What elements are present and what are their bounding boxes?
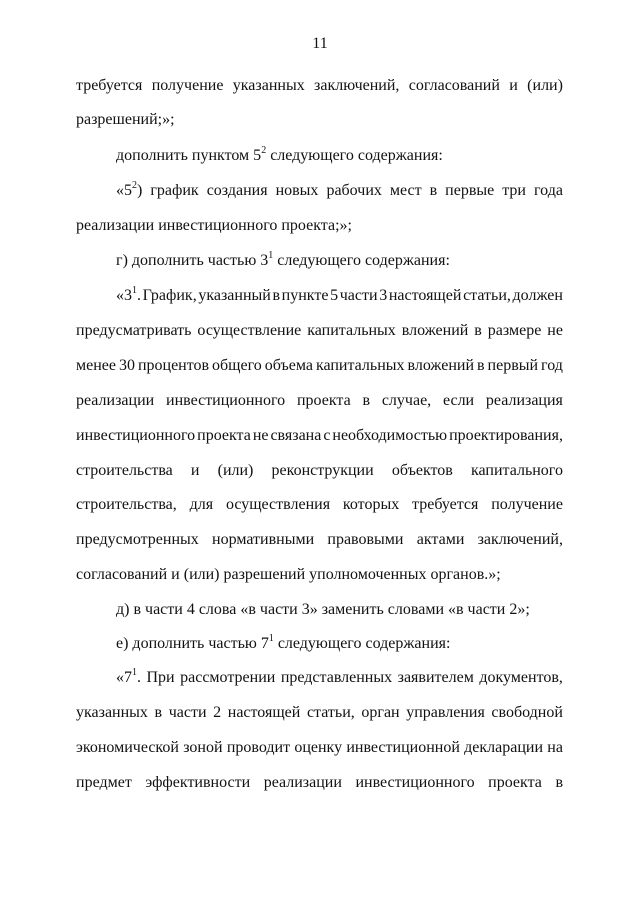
word: график [150, 182, 199, 199]
word: в [477, 357, 485, 374]
word: реализация [485, 392, 563, 409]
word: предмет [76, 774, 132, 791]
word: заключений, [477, 531, 563, 548]
word: мест [389, 182, 422, 199]
text-segment: следующего содержания: [273, 252, 450, 269]
word: размере [487, 322, 542, 339]
word: правовыми [327, 531, 404, 548]
word: три [502, 182, 526, 199]
justified-line-content [76, 391, 563, 411]
word: новых [275, 182, 319, 199]
text-line [116, 181, 563, 201]
justified-line-content [76, 738, 563, 758]
text-line [76, 565, 501, 585]
word: для [189, 496, 214, 513]
text-line [76, 426, 563, 446]
text-line [76, 216, 352, 236]
word: не [252, 427, 269, 444]
text-segment: реализации инвестиционного проекта;»; [76, 217, 352, 234]
justified-line-content [116, 668, 563, 688]
justified-line-content [116, 286, 563, 306]
word: связана [270, 427, 322, 444]
text-segment: следующего содержания: [266, 147, 443, 164]
text-line [76, 495, 563, 515]
word: нормативными [212, 531, 315, 548]
word: случае, [381, 392, 432, 409]
text-line [116, 286, 563, 306]
word: оценку [294, 739, 343, 756]
word: предусмотренных [76, 531, 199, 548]
text-segment: дополнить пунктом 5 [116, 147, 262, 164]
word: с [323, 427, 331, 444]
word: настоящей [388, 287, 462, 304]
word: указанный [198, 287, 271, 304]
word: которых [342, 496, 400, 513]
text-line [76, 110, 175, 130]
superscript: 1 [268, 632, 274, 644]
word: реализации [76, 392, 155, 409]
word: согласований [408, 77, 500, 94]
superscript: 1 [132, 284, 137, 296]
word: не [547, 322, 563, 339]
word: капитального [470, 462, 563, 479]
text-line [76, 461, 563, 481]
word: год [541, 357, 563, 374]
word: статьи, [306, 704, 355, 721]
text-segment: г) дополнить частью 3 [116, 252, 269, 269]
word: При [146, 669, 175, 686]
text-line [76, 773, 563, 793]
word: проекта [296, 392, 351, 409]
word: осуществление [197, 322, 302, 339]
word: проводит [226, 739, 291, 756]
text-line [76, 530, 563, 550]
word: заявителем [397, 669, 474, 686]
justified-line-content [76, 495, 563, 515]
word: должен [512, 287, 563, 304]
justified-line-content [76, 356, 563, 376]
word: актами [416, 531, 465, 548]
word: процентов [137, 357, 210, 374]
justified-line-content [76, 321, 563, 341]
word: в [474, 322, 482, 339]
word: первые [445, 182, 495, 199]
superscript: 2 [261, 144, 267, 156]
text-line [116, 634, 450, 654]
justified-line-content [76, 426, 563, 446]
word: части [339, 287, 378, 304]
word: в [555, 774, 563, 791]
word: экономической [76, 739, 179, 756]
word: в [272, 287, 281, 304]
word: 5 [330, 287, 339, 304]
text-segment: д) в части 4 слова «в части 3» заменить словами «в части 2»; [116, 601, 530, 618]
text-line [116, 600, 530, 620]
word: статьи, [463, 287, 511, 304]
word: (или) [527, 77, 563, 94]
word: требуется [76, 77, 143, 94]
word: осуществления [225, 496, 331, 513]
word: декларации [464, 739, 544, 756]
page-number: 11 [312, 35, 328, 52]
justified-line-content [76, 530, 563, 550]
text-line [76, 76, 563, 96]
word: зоной [183, 739, 223, 756]
text-segment: е) дополнить частью 7 [116, 635, 269, 652]
word: «$7^1$. [116, 666, 141, 686]
word: (или) [217, 462, 254, 479]
word: вложений [401, 322, 469, 339]
word: вложений [407, 357, 475, 374]
word: График, [142, 287, 197, 304]
word: если [442, 392, 475, 409]
text-line [116, 146, 443, 166]
word: инвестиционного [355, 774, 475, 791]
word: «$3^1$. [116, 284, 141, 304]
word: указанных [232, 77, 305, 94]
word: общего [212, 357, 262, 374]
word: требуется [412, 496, 479, 513]
word: проекта [197, 427, 251, 444]
text-segment: разрешений;»; [76, 111, 175, 128]
text-line [76, 738, 563, 758]
word: предусматривать [76, 322, 192, 339]
word: рабочих [326, 182, 382, 199]
word: первый [487, 357, 539, 374]
text-line [76, 391, 563, 411]
word: объема [264, 357, 313, 374]
word: капитальных [315, 357, 405, 374]
word: необходимостью [332, 427, 448, 444]
word: проектирования, [449, 427, 563, 444]
word: инвестиционной [346, 739, 460, 756]
word: года [533, 182, 563, 199]
justified-line-content [76, 76, 563, 96]
word: настоящей [227, 704, 301, 721]
word: 2 [213, 704, 222, 721]
justified-line-content [76, 703, 563, 723]
word: документов, [479, 669, 563, 686]
word: части [168, 704, 207, 721]
word: строительства, [76, 496, 177, 513]
word: объектов [391, 462, 453, 479]
superscript: 1 [132, 666, 137, 678]
word: строительства [76, 462, 173, 479]
word: реализации [263, 774, 342, 791]
word: на [547, 739, 563, 756]
word: получение [151, 77, 224, 94]
word: орган [361, 704, 400, 721]
superscript: 2 [132, 179, 137, 191]
word: создания [206, 182, 268, 199]
text-segment: согласований и (или) разрешений уполномоченных органов.»; [76, 566, 501, 583]
text-line [76, 703, 563, 723]
justified-line-content [76, 461, 563, 481]
justified-line-content [76, 773, 563, 793]
word: «$5^2$) [116, 179, 143, 199]
text-line [116, 251, 450, 271]
word: менее [76, 357, 116, 374]
word: и [190, 462, 200, 479]
text-segment: следующего содержания: [273, 635, 451, 652]
word: 30 [118, 357, 135, 374]
text-line [76, 321, 563, 341]
word: свободной [491, 704, 563, 721]
superscript: 1 [268, 249, 274, 261]
word: 3 [379, 287, 388, 304]
word: представленных [280, 669, 393, 686]
word: заключений, [314, 77, 400, 94]
word: в [362, 392, 371, 409]
word: получение [491, 496, 563, 513]
word: инвестиционного [76, 427, 196, 444]
word: инвестиционного [166, 392, 286, 409]
justified-line-content [116, 181, 563, 201]
text-line [116, 668, 563, 688]
word: пункте [281, 287, 329, 304]
word: указанных [76, 704, 148, 721]
word: в [154, 704, 163, 721]
word: проекта [488, 774, 542, 791]
text-line [76, 356, 563, 376]
word: и [509, 77, 518, 94]
word: рассмотрении [180, 669, 276, 686]
word: реконструкции [271, 462, 374, 479]
word: управления [406, 704, 485, 721]
word: капитальных [307, 322, 396, 339]
word: в [429, 182, 438, 199]
word: эффективности [145, 774, 251, 791]
